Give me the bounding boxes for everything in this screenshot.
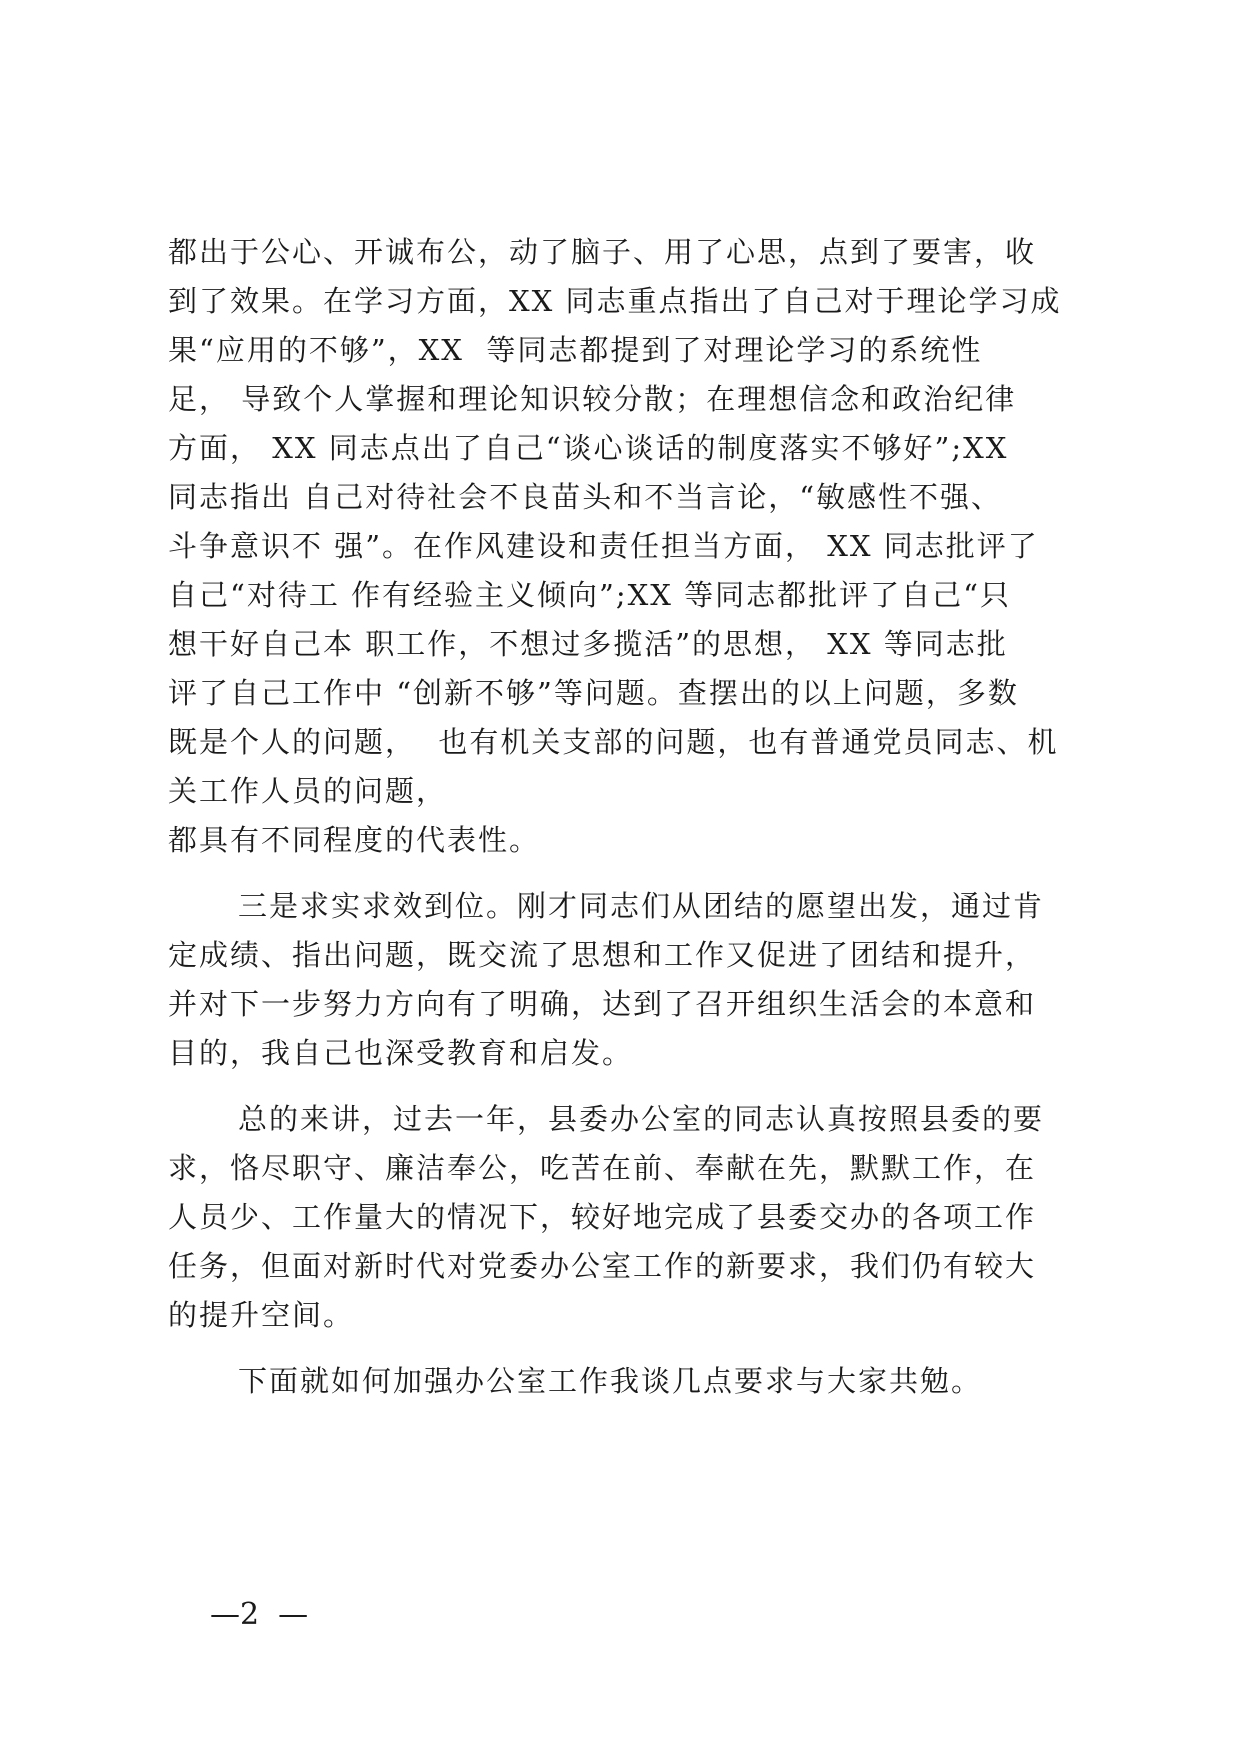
text-line: 想干好自己本 职工作，不想过多揽活”的思想， XX 等同志批 bbox=[168, 627, 1008, 661]
text-line: 任务，但面对新时代对党委办公室工作的新要求，我们仍有较大 bbox=[168, 1249, 1037, 1283]
text-line: 斗争意识不 强”。在作风建设和责任担当方面， XX 同志批评了 bbox=[168, 529, 1039, 563]
paragraph-3 bbox=[168, 1095, 1088, 1340]
paragraph-gap bbox=[168, 865, 1088, 882]
text-line: 既是个人的问题， 也有机关支部的问题，也有普通党员同志、机 bbox=[168, 725, 1059, 759]
text-line: 关工作人员的问题， bbox=[168, 774, 448, 808]
text-line: 方面， XX 同志点出了自己“谈心谈话的制度落实不够好”;XX bbox=[168, 431, 1009, 465]
paragraph-2 bbox=[168, 882, 1088, 1078]
text-line: 目的，我自己也深受教育和启发。 bbox=[168, 1036, 634, 1070]
text-line: 都出于公心、开诚布公，动了脑子、用了心思，点到了要害，收 bbox=[168, 235, 1037, 269]
text-line: 人员少、工作量大的情况下，较好地完成了县委交办的各项工作 bbox=[168, 1200, 1037, 1234]
text-line: 的提升空间。 bbox=[168, 1298, 355, 1332]
text-line: 总的来讲，过去一年，县委办公室的同志认真按照县委的要 bbox=[238, 1102, 1045, 1136]
text-line: 都具有不同程度的代表性。 bbox=[168, 823, 541, 857]
paragraph-gap bbox=[168, 1078, 1088, 1095]
text-line: 下面就如何加强办公室工作我谈几点要求与大家共勉。 bbox=[238, 1364, 983, 1398]
paragraph-4 bbox=[168, 1357, 1088, 1406]
text-line: 同志指出 自己对待社会不良苗头和不当言论，“敏感性不强、 bbox=[168, 480, 1003, 514]
text-line: 三是求实求效到位。刚才同志们从团结的愿望出发，通过肯 bbox=[238, 889, 1045, 923]
text-line: 自己“对待工 作有经验主义倾向”;XX 等同志都批评了自己“只 bbox=[168, 578, 1011, 612]
text-line: 果“应用的不够”，XX 等同志都提到了对理论学习的系统性 bbox=[168, 333, 983, 367]
text-line: 到了效果。在学习方面，XX 同志重点指出了自己对于理论学习成 bbox=[168, 284, 1062, 318]
text-line: 求，恪尽职守、廉洁奉公，吃苦在前、奉献在先，默默工作，在 bbox=[168, 1151, 1037, 1185]
paragraph-gap bbox=[168, 1340, 1088, 1357]
page-number: —2 — bbox=[210, 1597, 309, 1632]
text-line: 并对下一步努力方向有了明确，达到了召开组织生活会的本意和 bbox=[168, 987, 1037, 1021]
paragraph-1 bbox=[168, 228, 1088, 865]
text-line: 评了自己工作中 “创新不够”等问题。查摆出的以上问题，多数 bbox=[168, 676, 1019, 710]
text-line: 定成绩、指出问题，既交流了思想和工作又促进了团结和提升， bbox=[168, 938, 1037, 972]
body-text bbox=[168, 228, 1088, 1406]
text-line: 足， 导致个人掌握和理论知识较分散；在理想信念和政治纪律 bbox=[168, 382, 1017, 416]
